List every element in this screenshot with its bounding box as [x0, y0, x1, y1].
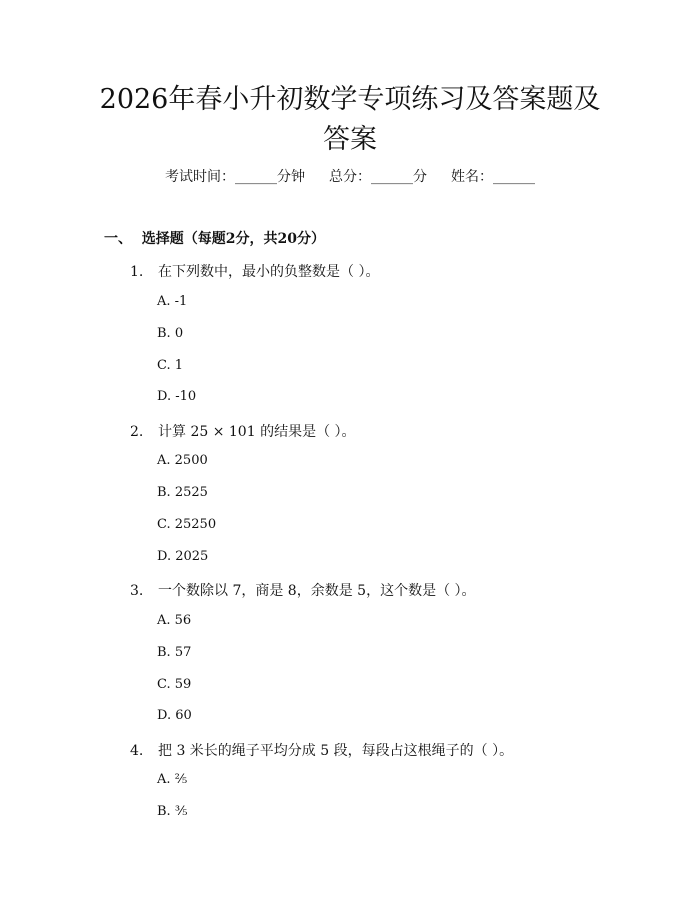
option-2b: B. 2525	[157, 485, 208, 500]
option-1a: A. -1	[157, 294, 188, 309]
question-4	[130, 740, 513, 760]
option-4b: B. ⅗	[157, 804, 188, 819]
option-4a: A. ⅖	[157, 772, 188, 787]
option-1b: B. 0	[157, 326, 184, 341]
section-heading: 一、 选择题（每题2分，共20分）	[104, 231, 325, 247]
option-2d: D. 2025	[157, 549, 209, 564]
question-number: 4.	[130, 743, 144, 759]
question-text: 一个数除以 7，商是 8，余数是 5，这个数是（ ）。	[158, 583, 476, 599]
question-3	[130, 580, 476, 600]
total-score: 总分：______分	[329, 169, 427, 185]
page-title: 2026年春小升初数学专项练习及答案题及答案	[99, 84, 601, 155]
question-text: 把 3 米长的绳子平均分成 5 段，每段占这根绳子的（ ）。	[158, 743, 514, 759]
exam-meta	[0, 166, 700, 186]
student-name: 姓名：______	[451, 169, 535, 185]
option-2c: C. 25250	[157, 517, 217, 532]
question-number: 2.	[130, 424, 144, 440]
option-3a: A. 56	[157, 613, 192, 628]
question-text: 在下列数中，最小的负整数是（ ）。	[158, 264, 380, 280]
exam-time: 考试时间：______分钟	[165, 169, 305, 185]
question-number: 3.	[130, 583, 144, 599]
option-3c: C. 59	[157, 677, 192, 692]
option-3b: B. 57	[157, 645, 192, 660]
option-1c: C. 1	[157, 358, 184, 373]
option-2a: A. 2500	[157, 453, 208, 468]
question-text: 计算 25 × 101 的结果是（ ）。	[158, 424, 356, 440]
question-number: 1.	[130, 264, 144, 280]
option-1d: D. -10	[157, 389, 197, 404]
option-3d: D. 60	[157, 708, 192, 723]
question-1	[130, 261, 379, 281]
question-2	[130, 421, 356, 441]
